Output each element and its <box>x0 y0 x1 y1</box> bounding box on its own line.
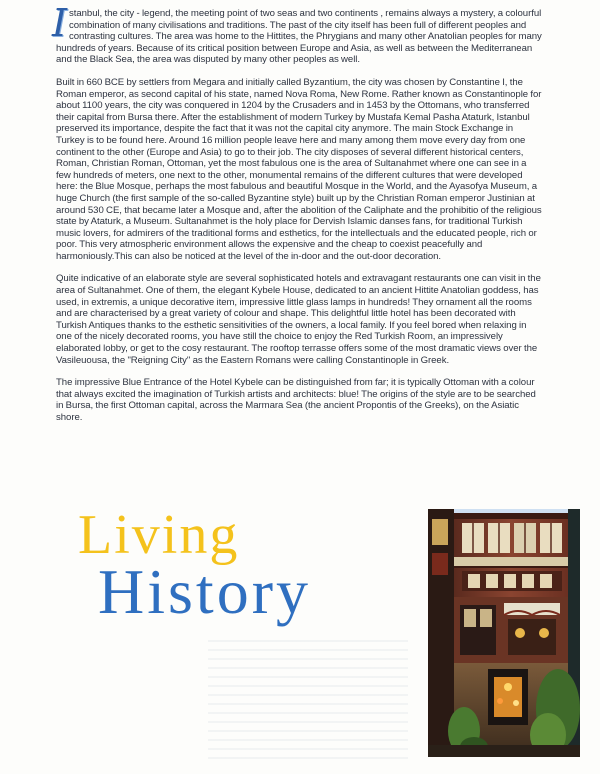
paragraph-blue-entrance: The impressive Blue Entrance of the Hotel Kybele can be distinguished from far; it is typically Ottoman with a colour that always excited the imagination of Turkish artists and architects: blue! The origins of the style are to be searched in Bursa, the first Ottoman capital, across the Marmara Sea (the ancient Propontis of the Greeks), on the Asiatic shore. <box>56 377 536 423</box>
paragraph-intro <box>52 1 542 66</box>
article-body <box>52 1 542 435</box>
paragraph-history: Built in 660 BCE by settlers from Megara and initially called Byzantium, the city was chosen by Constantine I, the Roman emperor, as second capital of his state, named Nova Roma, New Rome. Rather known as Constantinople for about 1100 years, the city was conquered in 1204 by the Crusaders and in 1453 by the Ottomans, who transferred their capital from Bursa there. After the establishment of modern Turkey by Mustafa Kemal Pasha Ataturk, Istanbul preserved its importance, despite the fact that it was not the capital city anymore. The main Stock Exchange in Turkey is to be found here. Around 16 million people leave here and many among them move every day from one continent to the other (Europe and Asia) to go to their job. The city disposes of several different historical centers, Roman, Christian Roman, Ottoman, yet the most fabulous one is the area of Sultanahmet where one can see in a few hundreds of meters, one next to the other, monumental remains of the different cultures that were developed here: the Blue Mosque, perhaps the most fabulous and beautiful Mosque in the World, and the Ayasofya Museum, a huge Church (the first sample of the so-called Byzantine style) built up by the Christian Roman emperor Justinian at around 530 CE, that became later a Mosque and, after the abolition of the Caliphate and the prohibitio of the religious state by Ataturk, a Museum. Sultanahmet is the holy place for Dervish Islamic danses fans, for traditional Turkish music lovers, for admirers of the traditional forms and esthetics, for the intellectuals and the educated people, rich or poor. This very atmospheric environment allows the expensive and the cheap to coexist peacefully and harmoniously.This can also be noticed at the level of the in-door and the out-door decoration. <box>56 76 542 262</box>
faded-background-text <box>208 640 408 760</box>
paragraph-intro-text: stanbul, the city - legend, the meeting point of two seas and two continents , remains always a mystery, a colourful combination of many civilisations and traditions. The past of the city itself has been full of different peoples and contrasting cultures. The area was home to the Hittites, the Phrygians and many other Anatolian peoples for many hundreds of years. Because of its critical position between Europe and Asia, as well as between the Mediterranean and the Black Sea, the area was disputed by many other peoples as well. <box>56 8 542 66</box>
paragraph-hotels: Quite indicative of an elaborate style are several sophisticated hotels and extravagant restaurants one can visit in the area of Sultanahmet. One of them, the elegant Kybele House, dedicated to an ancient Hittite Anatolian goddess, has used, in extremis, a unique decorative item, impressive little glass lamps in hundreds! They ornament all the rooms and are characterised by a great variety of colour and shape. This delightful little hotel has been decorated with Turkish Antiques thanks to the esthetic sensitivities of the owners, a local family. If you feel bored when relaxing in one of the nicely decorated rooms, you have still the choice to enjoy the Red Turkish Room, an impressively elaborated lobby, or get to the cosy restaurant. The rooftop terrasse offers some of the most dramatic views over the Vasileuousa, the "Reigning City" as the Eastern Romans were calling Constantinople in Greek. <box>56 273 541 366</box>
drop-cap: I <box>52 1 67 45</box>
headline-word-history: History <box>98 556 311 627</box>
hotel-photo <box>428 509 580 757</box>
hotel-facade-illustration <box>428 509 580 757</box>
headline <box>76 504 416 627</box>
headline-word-living: Living <box>78 504 240 566</box>
